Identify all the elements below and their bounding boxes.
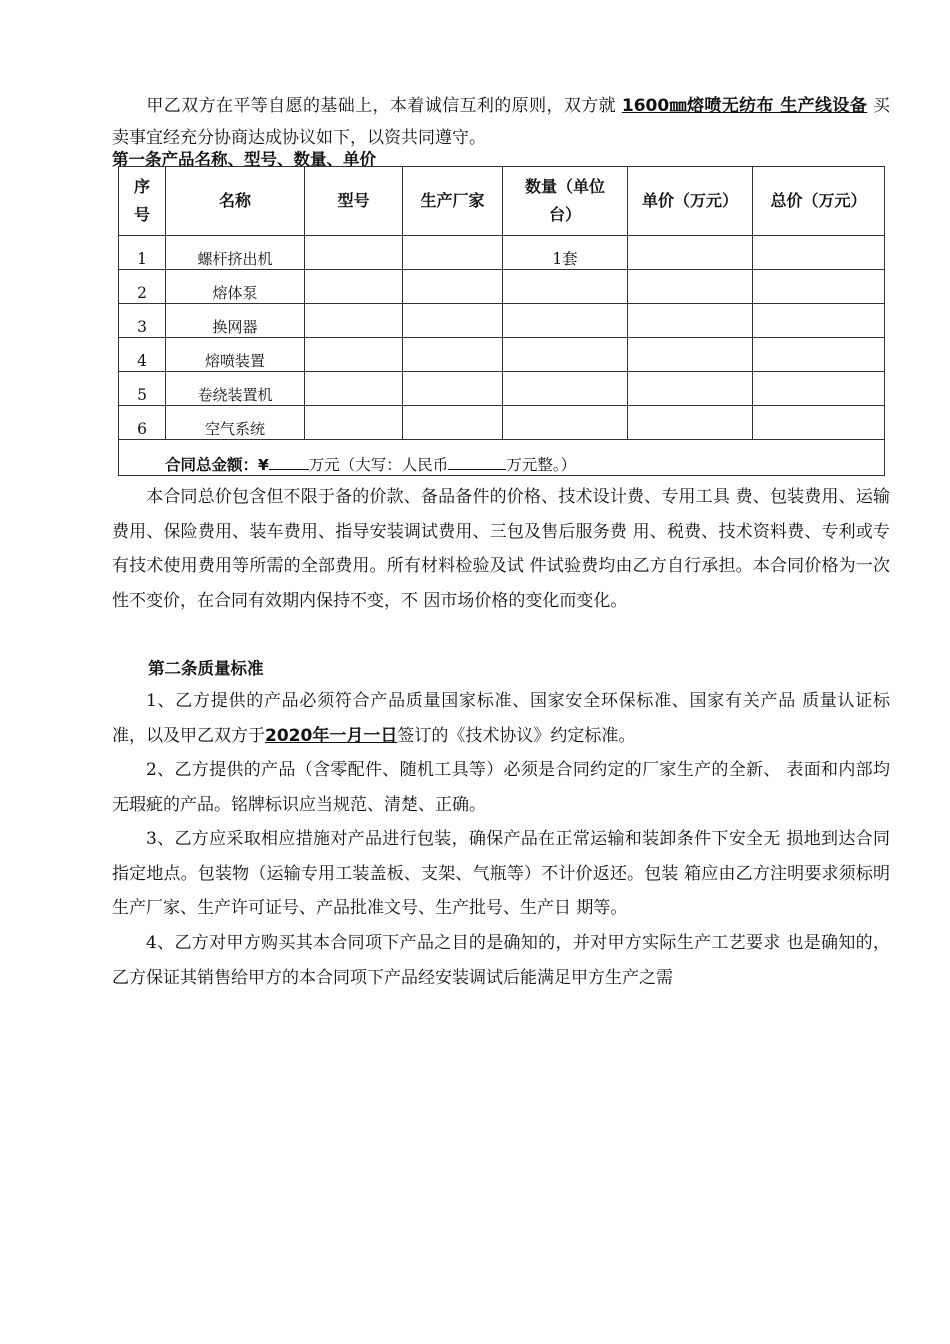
cell-no: 3 bbox=[119, 304, 166, 338]
cell-qty bbox=[503, 338, 628, 372]
cell-price bbox=[628, 236, 753, 270]
clause-4: 4、乙方对甲方购买其本合同项下产品之目的是确知的，并对甲方实际生产工艺要求 也是确知的，乙方保证其销售给甲方的本合同项下产品经安装调试后能满足甲方生产之需 bbox=[112, 933, 890, 988]
cell-total bbox=[753, 270, 885, 304]
total-row bbox=[119, 440, 885, 476]
contract-total: 合同总金额：¥ 万元（大写：人民币 万元整。） bbox=[119, 440, 885, 476]
cell-price bbox=[628, 304, 753, 338]
section2-heading: 第二条质量标准 bbox=[148, 659, 264, 678]
cell-no: 6 bbox=[119, 406, 166, 440]
price-paragraph: 本合同总价包含但不限于备的价款、备品备件的价格、技术设计费、专用工具 费、包装费用、运输费用、保险费用、装车费用、指导安装调试费用、三包及售后服务费 用、税费、技术资料费、专利或专有技术使用费用等所需的全部费用。所有材料检验及试 件试验费均由乙方自行承担。本合同价格为一次性不变价，在合同有效期内保持不变，不 因市场价格的变化而变化。 bbox=[112, 487, 890, 611]
clause-1: 1、乙方提供的产品必须符合产品质量国家标准、国家安全环保标准、国家有关产品 质量认证标准，以及甲乙双方于2020年一月一日签订的《技术协议》约定标准。 bbox=[112, 691, 890, 746]
cell-name: 空气系统 bbox=[166, 406, 305, 440]
cell-maker bbox=[403, 338, 503, 372]
cell-maker bbox=[403, 372, 503, 406]
header-no: 序号 bbox=[119, 167, 166, 236]
section1-heading: 第一条产品名称、型号、数量、单价 bbox=[112, 150, 376, 169]
cell-maker bbox=[403, 236, 503, 270]
cell-maker bbox=[403, 270, 503, 304]
table-row bbox=[119, 236, 885, 270]
table-row bbox=[119, 304, 885, 338]
header-name: 名称 bbox=[166, 167, 305, 236]
cell-no: 4 bbox=[119, 338, 166, 372]
agreement-date: 2020年一月一日 bbox=[265, 725, 398, 746]
header-total-price: 总价（万元） bbox=[753, 167, 885, 236]
cell-total bbox=[753, 372, 885, 406]
cell-name: 螺杆挤出机 bbox=[166, 236, 305, 270]
cell-total bbox=[753, 406, 885, 440]
cell-name: 熔体泵 bbox=[166, 270, 305, 304]
cell-model bbox=[305, 304, 403, 338]
cell-maker bbox=[403, 304, 503, 338]
cell-no: 5 bbox=[119, 372, 166, 406]
cell-model bbox=[305, 236, 403, 270]
cell-price bbox=[628, 406, 753, 440]
table-header-row bbox=[119, 167, 885, 236]
header-unit-price: 单价（万元） bbox=[628, 167, 753, 236]
header-maker: 生产厂家 bbox=[403, 167, 503, 236]
header-model: 型号 bbox=[305, 167, 403, 236]
product-table bbox=[118, 166, 885, 476]
cell-no: 1 bbox=[119, 236, 166, 270]
cell-total bbox=[753, 338, 885, 372]
cell-qty bbox=[503, 372, 628, 406]
cell-name: 换网器 bbox=[166, 304, 305, 338]
cell-model bbox=[305, 270, 403, 304]
cell-price bbox=[628, 270, 753, 304]
cell-name: 熔喷装置 bbox=[166, 338, 305, 372]
cell-qty bbox=[503, 406, 628, 440]
table-row bbox=[119, 270, 885, 304]
contract-subject: 1600㎜熔喷无纺布 生产线设备 bbox=[621, 96, 868, 116]
intro-text-after: 买卖事宜经充分协商达成协议如下，以资共同遵守。 bbox=[112, 96, 891, 148]
cell-qty: 1套 bbox=[503, 236, 628, 270]
cell-model bbox=[305, 372, 403, 406]
cell-total bbox=[753, 304, 885, 338]
cell-total bbox=[753, 236, 885, 270]
intro-text-before: 甲乙双方在平等自愿的基础上，本着诚信互利的原则，双方就 bbox=[146, 96, 617, 116]
table-row bbox=[119, 406, 885, 440]
cell-model bbox=[305, 406, 403, 440]
cell-price bbox=[628, 372, 753, 406]
intro-paragraph bbox=[112, 90, 890, 154]
cell-qty bbox=[503, 270, 628, 304]
cell-name: 卷绕装置机 bbox=[166, 372, 305, 406]
table-row bbox=[119, 338, 885, 372]
clause-3: 3、乙方应采取相应措施对产品进行包装，确保产品在正常运输和装卸条件下安全无 损地到达合同指定地点。包装物（运输专用工装盖板、支架、气瓶等）不计价返还。包装 箱应由乙方注明要求须标明生产厂家、生产许可证号、产品批准文号、生产批号、生产日 期等。 bbox=[112, 829, 890, 918]
clause-2: 2、乙方提供的产品（含零配件、随机工具等）必须是合同约定的厂家生产的全新、 表面和内部均无瑕疵的产品。铭牌标识应当规范、清楚、正确。 bbox=[112, 760, 890, 815]
cell-no: 2 bbox=[119, 270, 166, 304]
table-row bbox=[119, 372, 885, 406]
header-qty: 数量（单位台） bbox=[503, 167, 628, 236]
cell-model bbox=[305, 338, 403, 372]
cell-qty bbox=[503, 304, 628, 338]
cell-price bbox=[628, 338, 753, 372]
cell-maker bbox=[403, 406, 503, 440]
